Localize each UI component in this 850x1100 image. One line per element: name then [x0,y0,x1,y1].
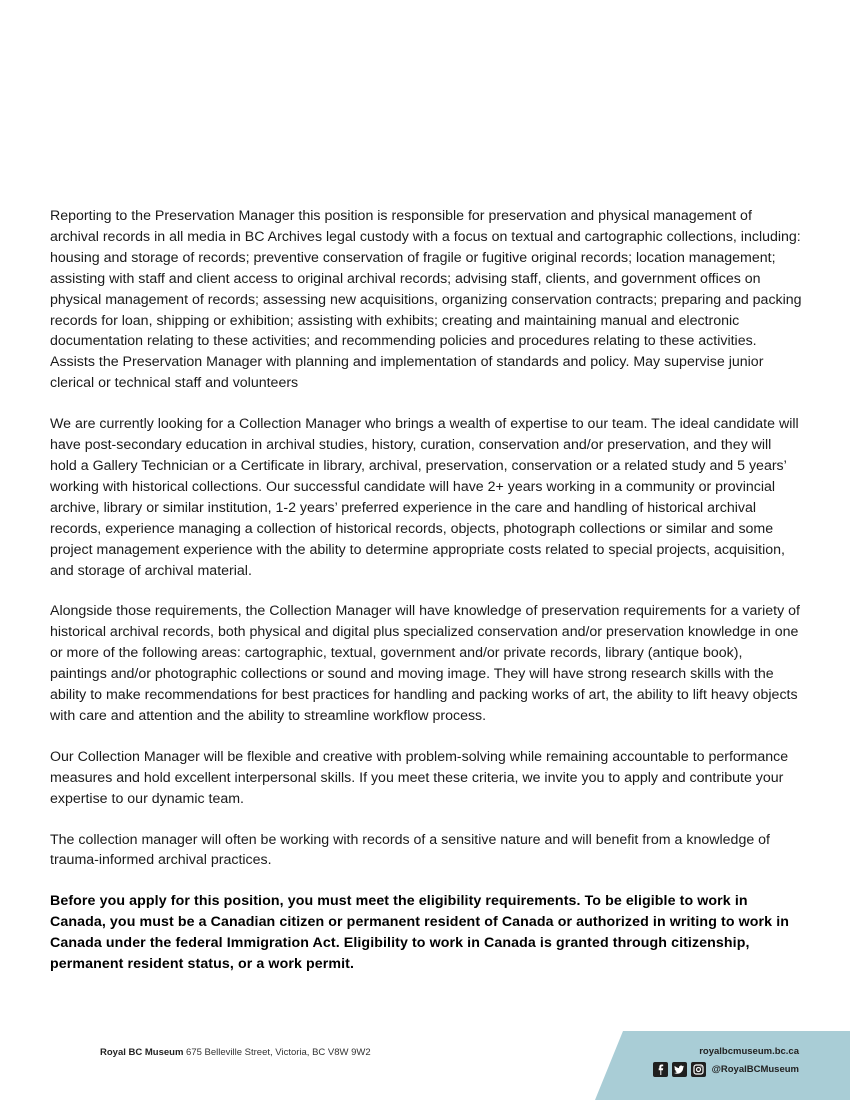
twitter-icon[interactable] [672,1062,687,1077]
footer-social-handle[interactable]: @RoyalBCMuseum [711,1064,799,1075]
paragraph-role-summary: Reporting to the Preservation Manager this position is responsible for preservation and physical management of archival records in all media in BC Archives legal custody with a focus on textual and cartographic collections, including: housing and storage of records; preventive conservation of fragile or fugitive original records; location management; assisting with staff and client access to original archival records; advising staff, clients, and government offices on physical management of records; assessing new acquisitions, organizing conservation contracts; preparing and packing records for loan, shipping or exhibition; assisting with exhibits; creating and maintaining manual and electronic documentation relating to these activities; and recommending policies and procedures relating to these activities. Assists the Preservation Manager with planning and implementation of standards and policy. May supervise junior clerical or technical staff and volunteers [50,208,802,392]
footer-organization: Royal BC Museum [100,1047,184,1058]
paragraph-sensitive-records: The collection manager will often be working with records of a sensitive nature and will benefit from a knowledge of trauma-informed archival practices. [50,831,770,869]
facebook-icon[interactable] [653,1062,668,1077]
paragraph-candidate-profile: We are currently looking for a Collection Manager who brings a wealth of expertise to our team. The ideal candidate will have post-secondary education in archival studies, history, curation, conservation and/or preservation, and they will hold a Gallery Technician or a Certificate in library, archival, preservation, conservation or a related study and 5 years’ working with historical collections. Our successful candidate will have 2+ years working in a community or provincial archive, library or similar institution, 1-2 years’ preferred experience in the care and handling of historical archival records, experience managing a collection of historical records, objects, photograph collections or similar and some project management experience with the ability to determine appropriate costs related to special projects, acquisition, and storage of archival material. [50,416,799,579]
footer-address-line [100,1047,371,1058]
paragraph-soft-skills: Our Collection Manager will be flexible and creative with problem-solving while remaining accountable to performance measures and hold excellent interpersonal skills. If you meet these criteria, we invite you to apply and contribute your expertise to our dynamic team. [50,748,789,807]
paragraph-eligibility: Before you apply for this position, you must meet the eligibility requirements. To be eligible to work in Canada, you must be a Canadian citizen or permanent resident of Canada or authorized in writing to work in Canada under the federal Immigration Act. Eligibility to work in Canada is granted through citizenship, permanent resident status, or a work permit. [50,893,789,973]
footer-street-address: 675 Belleville Street, Victoria, BC V8W 9W2 [186,1047,371,1058]
paragraph-requirements: Alongside those requirements, the Collection Manager will have knowledge of preservation requirements for a variety of historical archival records, both physical and digital plus specialized conservation and/or preservation knowledge in one or more of the following areas: cartographic, textual, government and/or private records, library (antique book), paintings and/or photographic collections or sound and moving image. They will have strong research skills with the ability to make recommendations for best practices for handling and packing works of art, the ability to lift heavy objects with care and attention and the ability to streamline workflow process. [50,603,800,724]
instagram-icon[interactable] [691,1062,706,1077]
footer-website-link[interactable]: royalbcmuseum.bc.ca [699,1046,799,1057]
footer-social-links [653,1062,799,1077]
job-description [50,206,802,995]
